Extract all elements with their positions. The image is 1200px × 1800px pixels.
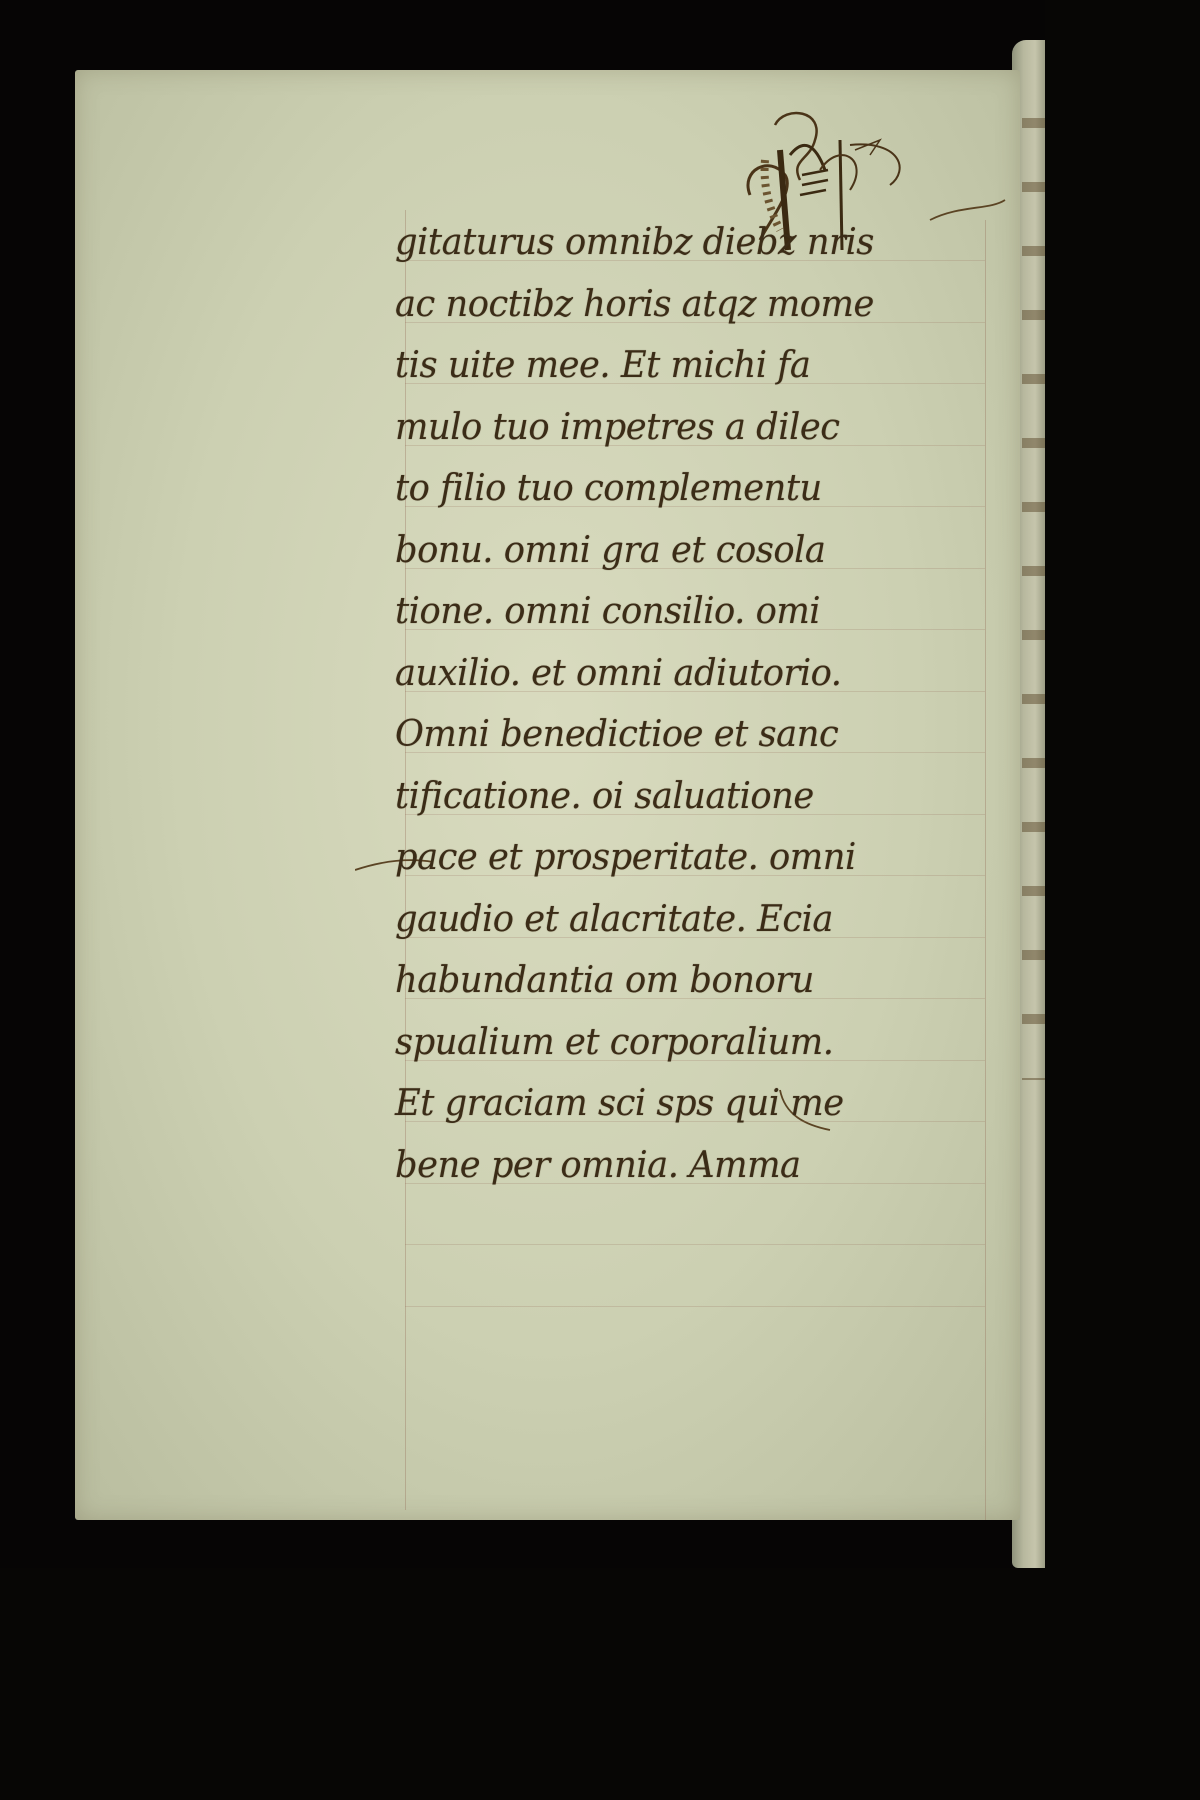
text-line-3: tis uite mee. Et michi fa (395, 345, 811, 386)
ruling-line-horizontal (405, 1306, 985, 1307)
text-line-11: pace et prosperitate. omni (395, 837, 856, 878)
text-line-10: tificatione. oi saluatione (395, 775, 814, 817)
text-line-15: Et graciam sci sps qui me (395, 1083, 844, 1124)
text-line-7: tione. omni consilio. omi (395, 591, 821, 632)
text-line-9: Omni benedictioe et sanc (395, 714, 839, 755)
ruling-line-horizontal (405, 1244, 985, 1245)
text-line-12: gaudio et alacritate. Ecia (395, 898, 833, 940)
text-line-4: mulo tuo impetres a dilec (395, 406, 840, 448)
text-line-8: auxilio. et omni adiutorio. (395, 652, 842, 694)
text-line-14: spualium et corporalium. (395, 1021, 834, 1063)
text-line-6: bonu. omni gra et cosola (395, 529, 826, 571)
text-line-1: gitaturus omnibz diebz nris (395, 222, 874, 263)
text-line-2: ac noctibz horis atqz mome (395, 283, 874, 325)
text-line-16: bene per omnia. Amma (395, 1144, 801, 1186)
text-line-13: habundantia om bonoru (395, 960, 814, 1001)
text-line-5: to filio tuo complementu (395, 468, 822, 509)
manuscript-text (395, 212, 995, 1196)
next-leaf-text-fragment (1022, 80, 1045, 1080)
